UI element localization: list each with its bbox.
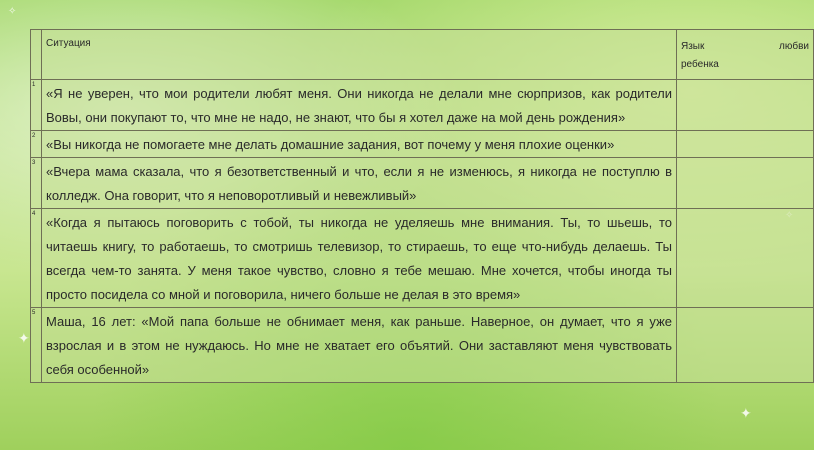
header-love-language — [677, 30, 814, 80]
row-number: 3 — [31, 158, 42, 209]
love-language-cell — [677, 308, 814, 383]
sparkle-decoration: ✧ — [8, 6, 17, 17]
header-lang-word-3: ребенка — [681, 59, 719, 70]
header-lang-word-2: любви — [779, 41, 809, 52]
love-language-cell — [677, 158, 814, 209]
table-row — [31, 80, 814, 131]
situation-text: Маша, 16 лет: «Мой папа больше не обнимает меня, как раньше. Наверное, он думает, что я уже взрослая и в этом не нуждаюсь. Но мне не хватает его объятий. Они заставляют меня чувствовать себя особенной» — [42, 308, 677, 383]
love-language-cell — [677, 209, 814, 308]
table-row — [31, 131, 814, 158]
table-row — [31, 308, 814, 383]
situation-text: «Когда я пытаюсь поговорить с тобой, ты никогда не уделяешь мне внимания. Ты, то шьешь, то читаешь книгу, то работаешь, то смотришь телевизор, то стираешь, то еще что-нибудь делаешь. Ты всегда чем-то занята. У меня такое чувство, словно я тебе мешаю. Мне хочется, чтобы иногда ты просто посидела со мной и поговорила, ничего больше не делая в это время» — [42, 209, 677, 308]
sparkle-decoration: ✦ — [18, 330, 30, 346]
row-number: 4 — [31, 209, 42, 308]
situation-text: «Я не уверен, что мои родители любят меня. Они никогда не делали мне сюрпризов, как родители Вовы, они покупают то, что мне не надо, не знают, что бы я хотел даже на мой день рождения» — [42, 80, 677, 131]
sparkle-decoration: ✦ — [740, 405, 752, 421]
table-row — [31, 209, 814, 308]
situation-text: «Вы никогда не помогаете мне делать домашние задания, вот почему у меня плохие оценки» — [42, 131, 677, 158]
row-number: 5 — [31, 308, 42, 383]
situation-text: «Вчера мама сказала, что я безответственный и что, если я не изменюсь, я никогда не поступлю в колледж. Она говорит, что я неповоротливый и невежливый» — [42, 158, 677, 209]
love-language-cell — [677, 131, 814, 158]
table-header-row — [31, 30, 814, 80]
love-language-cell — [677, 80, 814, 131]
row-number: 2 — [31, 131, 42, 158]
row-number: 1 — [31, 80, 42, 131]
header-lang-word-1: Язык — [681, 41, 705, 52]
header-num-cell — [31, 30, 42, 80]
situations-table — [30, 29, 814, 383]
header-situation: Ситуация — [42, 30, 677, 80]
table-row — [31, 158, 814, 209]
